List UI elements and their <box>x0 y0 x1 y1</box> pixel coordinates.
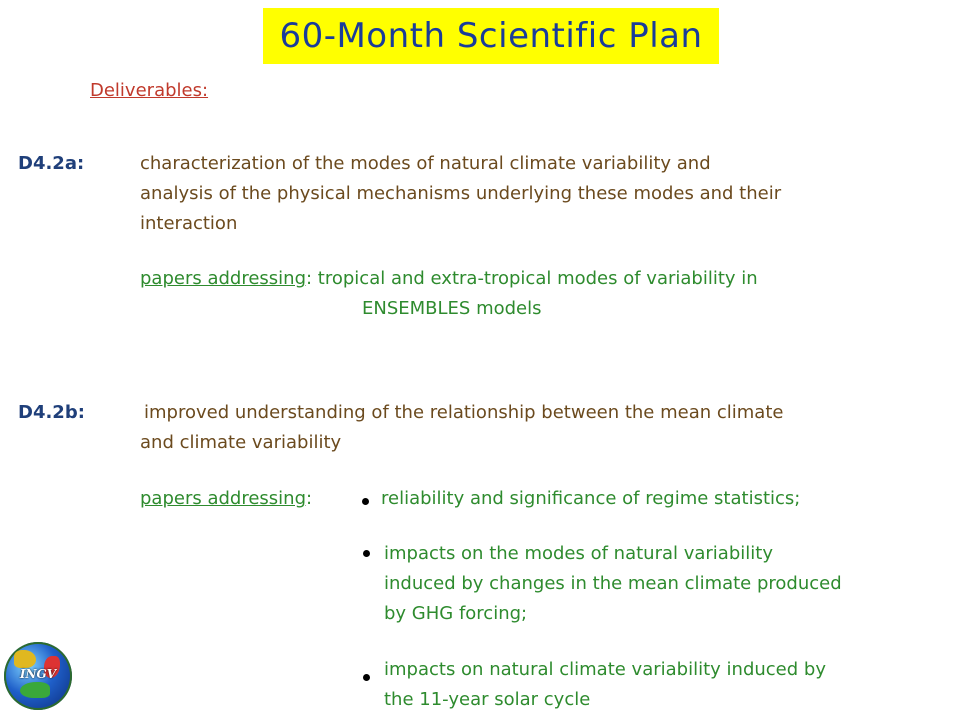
d42b-bullet-1-line-1: reliability and significance of regime statistics; <box>381 488 801 509</box>
d42b-bullet-2-line-2: induced by changes in the mean climate produced <box>384 573 842 594</box>
d42b-bullet-2-line-1: impacts on the modes of natural variability <box>384 543 773 564</box>
deliverables-label: Deliverables: <box>90 80 209 101</box>
d42a-papers-line <box>140 268 758 289</box>
d42a-desc-line-3: interaction <box>140 213 238 234</box>
deliverable-id-d42a: D4.2a: <box>18 153 85 174</box>
d42b-papers-label: papers addressing <box>140 488 307 509</box>
d42b-desc-line-2: and climate variability <box>140 432 342 453</box>
ingv-logo <box>4 642 72 710</box>
d42b-desc-line-1: improved understanding of the relationship between the mean climate <box>144 402 784 423</box>
logo-text: INGV <box>19 667 57 681</box>
d42a-desc-line-2: analysis of the physical mechanisms underlying these modes and their <box>140 183 782 204</box>
d42b-bullet-3-line-1: impacts on natural climate variability induced by <box>384 659 826 680</box>
bullet-1-icon <box>362 498 369 505</box>
d42a-papers-text-2: ENSEMBLES models <box>362 298 542 319</box>
d42b-papers-line <box>140 488 312 509</box>
deliverable-id-d42b: D4.2b: <box>18 402 85 423</box>
bullet-2-icon <box>363 550 370 557</box>
d42a-papers-label: papers addressing <box>140 268 307 289</box>
bullet-3-icon <box>363 674 370 681</box>
d42b-bullet-3-line-2: the 11-year solar cycle <box>384 689 591 710</box>
d42b-papers-colon: : <box>306 488 313 509</box>
d42a-desc-line-1: characterization of the modes of natural climate variability and <box>140 153 711 174</box>
d42b-bullet-2-line-3: by GHG forcing; <box>384 603 528 624</box>
slide-title: 60-Month Scientific Plan <box>279 16 703 56</box>
d42a-papers-text-1: : tropical and extra-tropical modes of variability in <box>306 268 758 289</box>
